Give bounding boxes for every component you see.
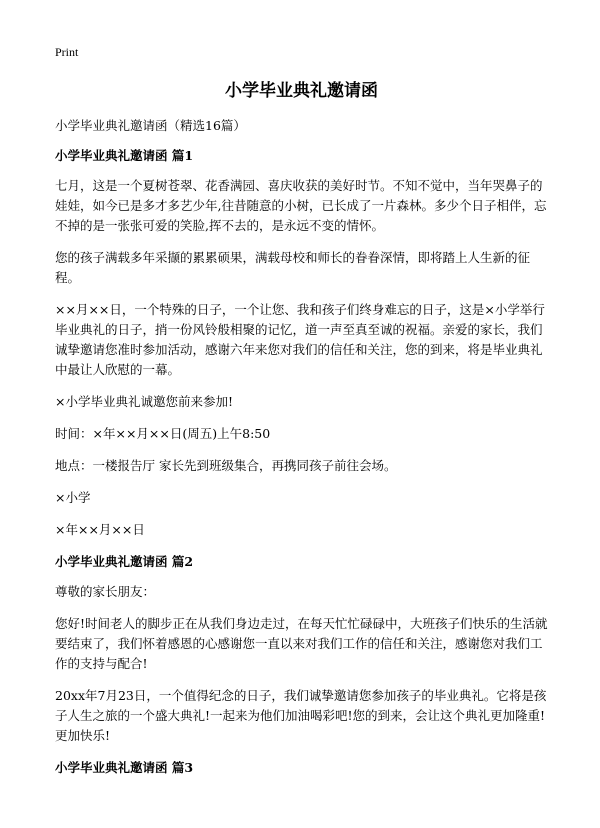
document-title: 小学毕业典礼邀请函 xyxy=(225,81,378,101)
paragraph: 20xx年7月23日，一个值得纪念的日子，我们诚挚邀请您参加孩子的毕业典礼。它将是孩子人生之旅的一个盛大典礼!一起来为他们加油喝彩吧!您的到来，会让这个典礼更加隆重!更加快乐! xyxy=(55,688,547,743)
signature-school: ×小学 xyxy=(55,490,91,505)
section-3 xyxy=(55,758,548,778)
salutation: 尊敬的家长朋友： xyxy=(55,584,156,599)
paragraph: 您好!时间老人的脚步正在从我们身边走过，在每天忙忙碌碌中，大班孩子们快乐的生活就要结束了，我们怀着感恩的心感谢您一直以来对我们工作的信任和关注，感谢您对我们工作的支持与配合! xyxy=(55,616,548,671)
paragraph: ××月××日，一个特殊的日子，一个让您、我和孩子们终身难忘的日子，这是×小学举行毕业典礼的日子，捎一份风铃般相聚的记忆，道一声至真至诚的祝福。亲爱的家长，我们诚挚邀请您准时参加活动，感谢六年来您对我们的信任和关注，您的到来，将是毕业典礼中最让人欣慰的一幕。 xyxy=(55,302,545,377)
section-heading: 小学毕业典礼邀请函 篇2 xyxy=(55,554,194,569)
event-time: 时间：×年××月××日(周五)上午8:50 xyxy=(55,426,271,441)
paragraph: 您的孩子满载多年采撷的累累硕果，满载母校和师长的眷眷深情，即将踏上人生新的征程。 xyxy=(55,250,531,285)
section-heading: 小学毕业典礼邀请函 篇3 xyxy=(55,760,194,775)
signature-date: ×年××月××日 xyxy=(55,522,145,537)
section-1 xyxy=(55,146,548,540)
document-subtitle: 小学毕业典礼邀请函（精选16篇） xyxy=(55,118,246,133)
print-link[interactable]: Print xyxy=(55,45,79,59)
section-heading: 小学毕业典礼邀请函 篇1 xyxy=(55,148,194,163)
event-location: 地点：一楼报告厅 家长先到班级集合，再携同孩子前往会场。 xyxy=(55,458,397,473)
section-2 xyxy=(55,552,548,746)
paragraph: ×小学毕业典礼诚邀您前来参加! xyxy=(55,394,233,409)
paragraph: 七月，这是一个夏树苍翠、花香满园、喜庆收获的美好时节。不知不觉中，当年哭鼻子的娃娃，如今已是多才多艺少年,往昔随意的小树，已长成了一片森林。多少个日子相伴，忘不掉的是一张张可爱的笑脸,挥不去的，是永远不变的情怀。 xyxy=(55,178,547,233)
